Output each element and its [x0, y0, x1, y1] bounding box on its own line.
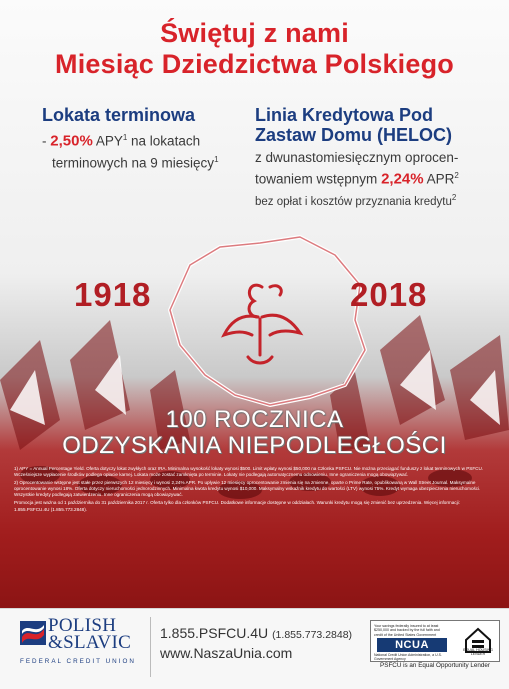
offer-heloc — [255, 105, 495, 210]
headline-line-2: Miesiąc Dziedzictwa Polskiego — [55, 49, 454, 79]
flag-swirl-icon — [20, 621, 46, 645]
anniversary-line-2: ODZYSKANIA NIEPODLEGŁOŚCI — [62, 432, 447, 459]
offer-heloc-text: z dwunastomiesięcznym oprocen- towaniem wstępnym 2,24% APR$^2$ bez opłat i kosztów przyznania kredytu$^2$ — [255, 150, 459, 208]
anniversary-title — [0, 407, 509, 459]
offer-certificate-text: - 2,50% APY$^1$ na lokatach terminowych na 9 miesięcy$^1$ — [42, 132, 219, 170]
certificate-rate: 2,50% — [50, 132, 93, 150]
phone-number[interactable]: 1.855.PSFCU.4U (1.855.773.2848) — [160, 625, 353, 641]
psfcu-logo — [20, 615, 138, 670]
contact-info — [160, 625, 352, 662]
equal-opportunity-note: PSFCU is an Equal Opportunity Lender — [380, 662, 490, 669]
footer-divider — [150, 617, 151, 677]
logo-name: POLISH &SLAVIC — [48, 615, 132, 653]
website-link[interactable]: www.NaszaUnia.com — [160, 645, 293, 661]
offer-heloc-title-1: Linia Kredytowa Pod — [255, 105, 434, 125]
heloc-rate: 2,24% — [381, 170, 424, 188]
poland-map-eagle-icon — [150, 225, 375, 415]
offer-heloc-title-2: Zastaw Domu (HELOC) — [255, 125, 453, 145]
headline — [0, 18, 509, 80]
footer — [0, 608, 509, 689]
offer-certificate-title: Lokata terminowa — [42, 105, 196, 125]
ncua-badge — [370, 620, 500, 662]
ncua-logo: NCUA — [377, 638, 447, 652]
year-1918: 1918 — [74, 276, 152, 313]
ncua-agency-text: National Credit Union Administration, a U.S. Government Agency — [374, 653, 442, 661]
logo-subtitle: FEDERAL CREDIT UNION — [20, 658, 136, 665]
headline-line-1: Świętuj z nami — [160, 18, 349, 48]
ncua-insurance-text: Your savings federally insured to at least $250,000 and backed by the full faith and credit of the United States Government — [374, 624, 440, 637]
equal-housing-lender-label: EQUAL HOUSING LENDER — [463, 648, 493, 656]
year-2018: 2018 — [350, 276, 428, 313]
fine-print-paragraph: 2) Oprocentowanie wstępne jest stałe przez pierwszych 12 miesięcy i wynosi 2,24% APR. Po upływie 12 miesięcy oprocentowanie zmienia się na zmienne, oparte o Prime Rate, opublikowaną w Wall Street Journal. Maksymalne oprocentowanie wynosi 18%. Oferta dotyczy nieruchomości jednorodzinnych. Minimalna kwota kredytu wynosi $10,000. Maksymalny wskaźnik kredytu do wartości (LTV) wynosi 75%. Kredyt wymaga ubezpieczenia nieruchomości. Wszystkie kredyty podlegają zatwierdzeniu. Inne ograniczenia mogą obowiązywać. — [14, 480, 481, 498]
fine-print-paragraph: Promocja jest ważna od 1 października do 31 października 2017 r. Oferta tylko dla członków PSFCU. Dodatkowe informacje dostępne w oddziałach. Warunki kredytu mogą się zmienić bez uprzedzenia. Więcej informacji: 1.855.PSFCU.4U (1.855.773.2848). — [14, 500, 460, 512]
offer-certificate — [42, 105, 242, 172]
fine-print — [14, 466, 496, 515]
anniversary-line-1: 100 ROCZNICA — [165, 406, 344, 433]
fine-print-paragraph: 1) APY = Annual Percentage Yield. Oferta dotyczy lokat zwykłych oraz IRA. Minimalna wysokość lokaty wynosi $500. Limit wpłaty wynosi $50,000 na Członka PSFCU. Nie można przeciągać funduszy z lokat terminowych w PSFCU. Wcześniejsze wypłacenie środków podlega opłacie karnej. Lokata może zostać zamknięta po terminie. Lokaty nie podlegają automatycznemu odnowieniu. Inne ograniczenia mogą obowiązywać. — [14, 466, 484, 478]
